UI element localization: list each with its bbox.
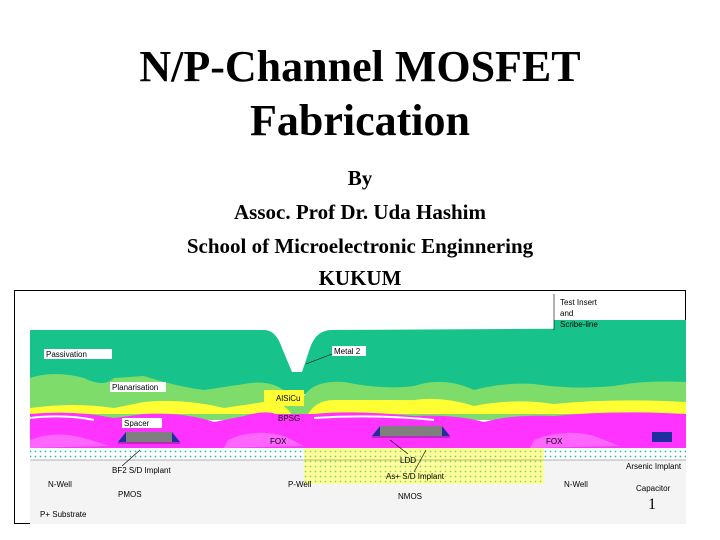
label-alsicu: AlSiCu [276, 394, 301, 403]
label-pwell: P-Well [288, 480, 312, 489]
author-name: Assoc. Prof Dr. Uda Hashim [233, 200, 486, 224]
page-number: 1 [648, 496, 656, 513]
label-p-substrate: P+ Substrate [40, 510, 87, 519]
slide-title-line2: Fabrication [250, 96, 470, 145]
label-bpsg: BPSG [278, 414, 301, 423]
institution-name: KUKUM [318, 266, 402, 290]
school-name: School of Microelectronic Enginnering [186, 234, 534, 258]
mosfet-cross-section-diagram [14, 290, 686, 524]
label-planarisation [110, 382, 166, 392]
svg-text:BF2 S/D Implant: BF2 S/D Implant [112, 466, 171, 475]
label-pmos: PMOS [118, 490, 142, 499]
label-fox-left: FOX [270, 437, 287, 446]
label-nmos: NMOS [398, 492, 422, 501]
svg-text:Planarisation: Planarisation [112, 383, 159, 392]
svg-text:LDD: LDD [400, 456, 417, 465]
label-nwell-left: N-Well [48, 480, 72, 489]
byline: By [347, 166, 373, 190]
label-spacer [122, 418, 162, 428]
nmos-gate [380, 426, 442, 436]
svg-text:and: and [560, 309, 574, 318]
svg-text:As+ S/D Implant: As+ S/D Implant [386, 472, 445, 481]
label-fox-right: FOX [546, 437, 563, 446]
label-nwell-right: N-Well [564, 480, 588, 489]
capacitor-element [652, 432, 672, 442]
svg-text:Metal 2: Metal 2 [334, 347, 361, 356]
svg-text:Test Insert: Test Insert [560, 298, 597, 307]
n-well-left-region [30, 446, 304, 460]
slide-title-line1: N/P-Channel MOSFET [139, 42, 581, 91]
n-well-right-region [544, 446, 686, 460]
svg-text:Spacer: Spacer [124, 419, 150, 428]
svg-text:Scribe-line: Scribe-line [560, 320, 598, 329]
label-passivation [44, 349, 112, 359]
label-arsenic-implant: Arsenic Implant [626, 462, 682, 471]
pmos-gate [126, 432, 172, 442]
label-capacitor: Capacitor [636, 484, 671, 493]
svg-text:Passivation: Passivation [46, 350, 87, 359]
